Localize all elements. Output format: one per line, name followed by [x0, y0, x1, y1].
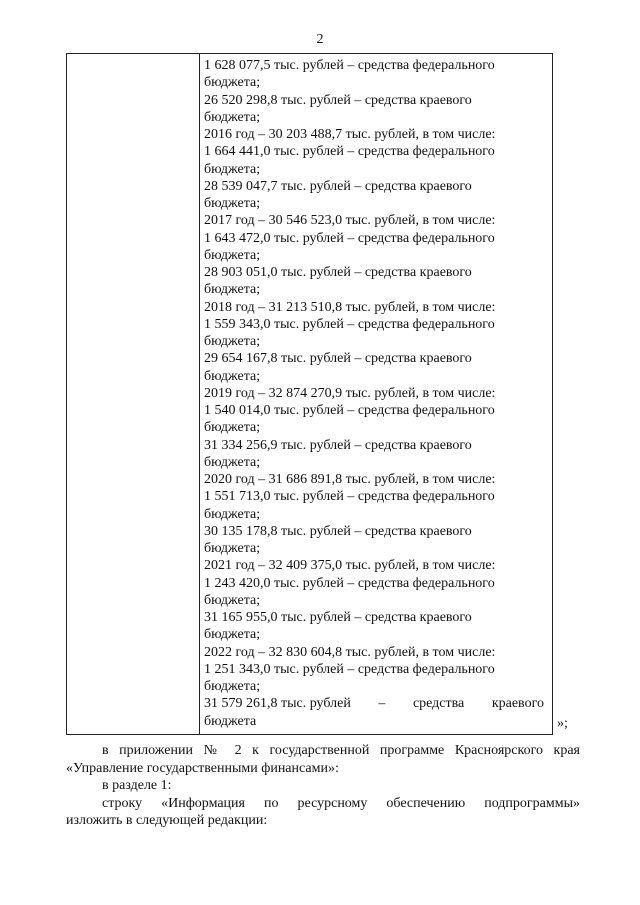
body-text: [66, 742, 580, 830]
funding-line: бюджета;: [204, 454, 261, 470]
resource-table: [66, 53, 553, 735]
funding-line: бюджета;: [204, 282, 261, 298]
funding-line: 1 551 713,0 тыс. рублей – средства федерального: [204, 489, 495, 505]
funding-line: 2020 год – 31 686 891,8 тыс. рублей, в том числе:: [204, 472, 496, 487]
column-divider: [199, 54, 200, 734]
funding-line: 1 664 441,0 тыс. рублей – средства федерального: [204, 144, 495, 160]
funding-line: бюджета;: [204, 161, 261, 177]
funding-line: 1 559 343,0 тыс. рублей – средства федерального: [204, 316, 495, 332]
funding-source: средства: [412, 696, 465, 712]
funding-line-last: [204, 695, 544, 712]
funding-line: 30 135 178,8 тыс. рублей – средства краевого: [204, 523, 472, 539]
funding-line: бюджета;: [204, 541, 261, 556]
funding-cell: [204, 57, 544, 730]
funding-line: 1 243 420,0 тыс. рублей – средства федерального: [204, 575, 495, 591]
paragraph-instruction-line2: изложить в следующей редакции:: [66, 813, 268, 828]
funding-line: бюджета;: [204, 109, 261, 125]
funding-line: 29 654 167,8 тыс. рублей – средства краевого: [204, 351, 472, 367]
funding-line: бюджета;: [204, 247, 261, 263]
funding-line: 2019 год – 32 874 270,9 тыс. рублей, в том числе:: [204, 385, 496, 401]
funding-line: 26 520 298,8 тыс. рублей – средства краевого: [204, 92, 472, 108]
funding-line: 28 903 051,0 тыс. рублей – средства краевого: [204, 265, 472, 280]
funding-line: бюджета;: [204, 506, 261, 522]
funding-line: 1 251 343,0 тыс. рублей – средства федерального: [204, 661, 495, 677]
funding-line: бюджета;: [204, 368, 261, 384]
funding-line: 28 539 047,7 тыс. рублей – средства краевого: [204, 178, 472, 194]
funding-line: 1 628 077,5 тыс. рублей – средства федерального: [204, 58, 495, 73]
funding-line: 2016 год – 30 203 488,7 тыс. рублей, в том числе:: [204, 127, 496, 142]
funding-line-final: бюджета: [204, 713, 257, 729]
funding-line: 31 334 256,9 тыс. рублей – средства краевого: [204, 437, 472, 453]
funding-line: 2017 год – 30 546 523,0 тыс. рублей, в том числе:: [204, 213, 496, 229]
funding-line: 2021 год – 32 409 375,0 тыс. рублей, в том числе:: [204, 558, 496, 574]
paragraph-instruction-line1: строку «Информация по ресурсному обеспечению подпрограммы»: [102, 795, 580, 811]
funding-line: 2018 год – 31 213 510,8 тыс. рублей, в том числе:: [204, 299, 496, 315]
paragraph-appendix-line1: в приложении № 2 к государственной программе Красноярского края: [102, 743, 580, 758]
funding-line: 1 643 472,0 тыс. рублей – средства федерального: [204, 230, 495, 246]
closing-quote: »;: [557, 716, 568, 731]
funding-line: бюджета;: [204, 420, 261, 436]
funding-amount: 31 579 261,8 тыс. рублей: [204, 696, 351, 712]
funding-line: 1 540 014,0 тыс. рублей – средства федерального: [204, 403, 495, 418]
funding-line: бюджета;: [204, 592, 261, 608]
funding-line: бюджета;: [204, 679, 261, 694]
funding-line: бюджета;: [204, 334, 261, 349]
funding-source-type: краевого: [491, 696, 544, 712]
funding-line: 31 165 955,0 тыс. рублей – средства краевого: [204, 610, 472, 625]
funding-line: 2022 год – 32 830 604,8 тыс. рублей, в том числе:: [204, 644, 496, 660]
funding-line: бюджета;: [204, 196, 261, 211]
funding-line: бюджета;: [204, 75, 261, 91]
paragraph-appendix-line2: «Управление государственными финансами»:: [66, 760, 339, 776]
funding-line: бюджета;: [204, 627, 261, 643]
paragraph-section: в разделе 1:: [102, 778, 172, 793]
funding-dash: –: [378, 696, 386, 712]
page-number: 2: [316, 32, 324, 47]
